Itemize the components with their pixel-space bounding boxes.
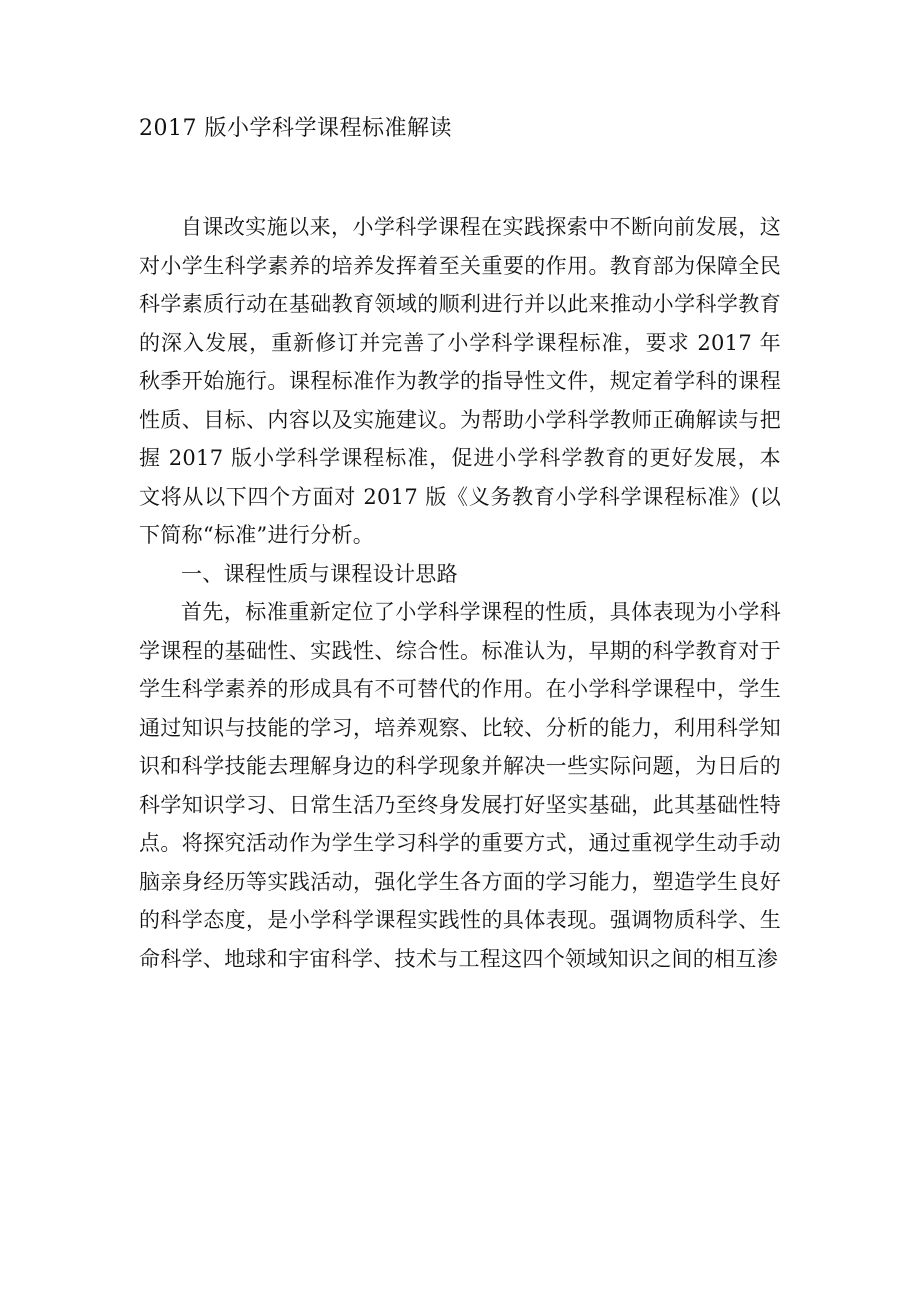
intro-paragraph: 自课改实施以来，小学科学课程在实践探索中不断向前发展，这对小学生科学素养的培养发挥着至关重要的作用。教育部为保障全民科学素质行动在基础教育领域的顺利进行并以此来推动小学科学教育的深入发展，重新修订并完善了小学科学课程标准，要求 2017 年秋季开始施行。课程标准作为教学的指导性文件，规定着学科的课程性质、目标、内容以及实施建议。为帮助小学科学教师正确解读与把握 2017 版小学科学课程标准，促进小学科学教育的更好发展，本文将从以下四个方面对 2017 版《义务教育小学科学课程标准》(以下简称“标准”进行分析。: [139, 215, 781, 547]
document-title: 2017 版小学科学课程标准解读: [139, 116, 452, 141]
section-1-paragraph: 首先，标准重新定位了小学科学课程的性质，具体表现为小学科学课程的基础性、实践性、综合性。标准认为，早期的科学教育对于学生科学素养的形成具有不可替代的作用。在小学科学课程中，学生通过知识与技能的学习，培养观察、比较、分析的能力，利用科学知识和科学技能去理解身边的科学现象并解决一些实际问题，为日后的科学知识学习、日常生活乃至终身发展打好坚实基础，此其基础性特点。将探究活动作为学生学习科学的重要方式，通过重视学生动手动脑亲身经历等实践活动，强化学生各方面的学习能力，塑造学生良好的科学态度，是小学科学课程实践性的具体表现。强调物质科学、生命科学、地球和宇宙科学、技术与工程这四个领域知识之间的相互渗: [139, 600, 781, 971]
document-body: [139, 208, 781, 978]
section-heading-1: 一、课程性质与课程设计思路: [181, 561, 458, 586]
